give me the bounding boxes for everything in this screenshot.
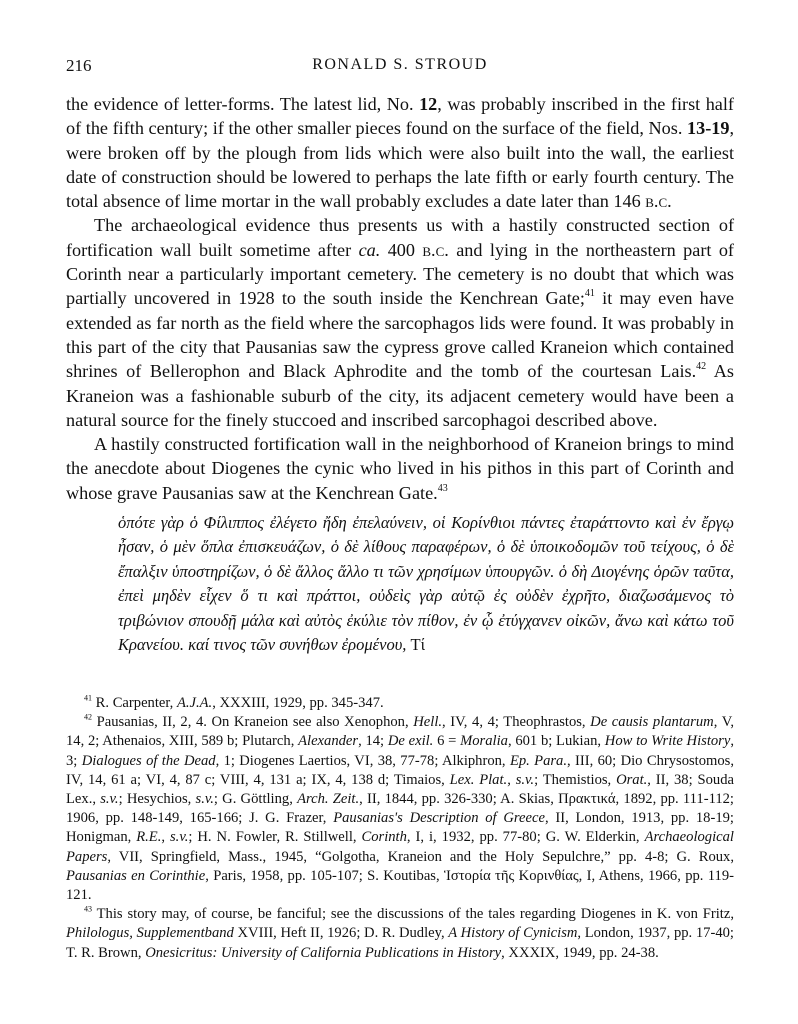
paragraph-3: A hastily constructed fortification wall in the neighborhood of Kraneion brings to mind the anecdote about Diogenes the cynic who lived in his pithos in this part of Corinth and whose grave Pausanias saw at the Kenchrean Gate.$^{43}$ <box>66 434 734 503</box>
footnote-ref-41: 41 <box>584 288 595 300</box>
greek-quotation: ὁπότε γὰρ ὁ Φίλιππος ἐλέγετο ἤδη ἐπελαύνειν, οἱ Κορίνθιοι πάντες ἐταράττοντο καὶ ἐν ἔργῳ ἦσαν, ὁ μὲν ὅπλα ἐπισκευάζων, ὁ δὲ λίθους παραφέρων, ὁ δὲ ὑποικοδομῶν τοῦ τείχους, ὁ δὲ ἔπαλξιν ὑποστηρίζων, ὁ δὲ ἄλλος ἄλλο τι τῶν χρησίμων ὑπουργῶν. ὁ δὴ Διογένης ὁρῶν ταῦτα, ἐπεὶ μηδὲν εἶχεν ὅ τι καὶ πράττοι, οὐδεὶς γὰρ αὐτῷ ἐς οὐδὲν ἐχρῆτο, διαζωσάμενος τὸ τριβώνιον σπουδῇ μάλα καὶ αὐτὸς ἐκύλιε τὸν πίθον, ἐν ᾧ ἐτύγχανεν οἰκῶν, ἄνω καὶ κάτω τοῦ Κρανείου. καί τινος τῶν συνήθων ἐρομένου, Τί <box>118 513 734 655</box>
running-head: RONALD S. STROUD <box>312 56 488 73</box>
footnotes <box>66 694 734 963</box>
page-number: 216 <box>66 56 92 75</box>
paragraph-2: The archaeological evidence thus presents us with a hastily constructed section of fortification wall built sometime after ca. 400 b.c. and lying in the northeastern part of Corinth near a particularly important cemetery. The cemetery is no doubt that which was partially uncovered in 1928 to the south inside the Kenchrean Gate;$^{41}$ it may even have extended as far north as the field where the sarcophagos lids were found. It was probably in this part of the city that Pausanias saw the cypress grove called Kraneion which contained shrines of Bellerophon and Black Aphrodite and the tomb of the courtesan Lais.$^{42}$ As Kraneion was a fashionable suburb of the city, its adjacent cemetery would have been a natural source for the finely stuccoed and inscribed sarcophagoi described above. <box>66 215 734 430</box>
lid-number: 12 <box>419 94 438 114</box>
footnote-43: $^{43}$ This story may, of course, be fanciful; see the discussions of the tales regarding Diogenes in K. von Fritz, Philologus, Supplementband XVIII, Heft II, 1926; D. R. Dudley, A History of Cynicism, London, 1937, pp. 17-40; T. R. Brown, Onesicritus: University of California Publications in History, XXXIX, 1949, pp. 24-38. <box>66 904 734 961</box>
footnote-42: $^{42}$ Pausanias, II, 2, 4. On Kraneion see also Xenophon, Hell., IV, 4, 4; Theophrastos, De causis plantarum, V, 14, 2; Athenaios, XIII, 589 b; Plutarch, Alexander, 14; De exil. 6 = Moralia, 601 b; Lukian, How to Write History, 3; Dialogues of the Dead, 1; Diogenes Laertios, VI, 38, 77-78; Alkiphron, Ep. Para., III, 60; Dio Chrysostomos, IV, 14, 61 a; VI, 4, 87 c; VIII, 4, 131 a; IX, 4, 138 d; Timaios, Lex. Plat., s.v.; Themistios, Orat., II, 38; Souda Lex., s.v.; Hesychios, s.v.; G. Göttling, Arch. Zeit., II, 1844, pp. 326-330; A. Skias, Πρακτικά, 1892, pp. 111-112; 1906, pp. 148-149, 165-166; J. G. Frazer, Pausanias's Description of Greece, II, London, 1913, pp. 18-19; Honigman, R.E., s.v.; H. N. Fowler, R. Stillwell, Corinth, I, i, 1932, pp. 77-80; G. W. Elderkin, Archaeological Papers, VII, Springfield, Mass., 1945, “Golgotha, Kraneion and the Holy Sepulchre,” pp. 4-8; G. Roux, Pausanias en Corinthie, Paris, 1958, pp. 105-107; S. Koutibas, Ἱστορία τῆς Κορινθίας, I, Athens, 1966, pp. 119-121. <box>66 712 734 904</box>
footnote-ref-42: 42 <box>696 361 707 373</box>
page-header <box>66 56 734 78</box>
footnote-41: $^{41}$ R. Carpenter, A.J.A., XXXIII, 1929, pp. 345-347. <box>84 693 384 711</box>
paragraph-1: the evidence of letter-forms. The latest lid, No. 12, was probably inscribed in the first half of the fifth century; if the other smaller pieces found on the surface of the field, Nos. 13-19, were broken off by the plough from lids which were also built into the wall, the earliest date of construction should be lowered to perhaps the late fifth or early fourth century. The total absence of lime mortar in the wall probably excludes a date later than 146 b.c. <box>66 94 734 212</box>
lid-range: 13-19 <box>687 118 730 139</box>
main-text <box>66 92 734 505</box>
footnote-ref-43: 43 <box>437 482 448 494</box>
